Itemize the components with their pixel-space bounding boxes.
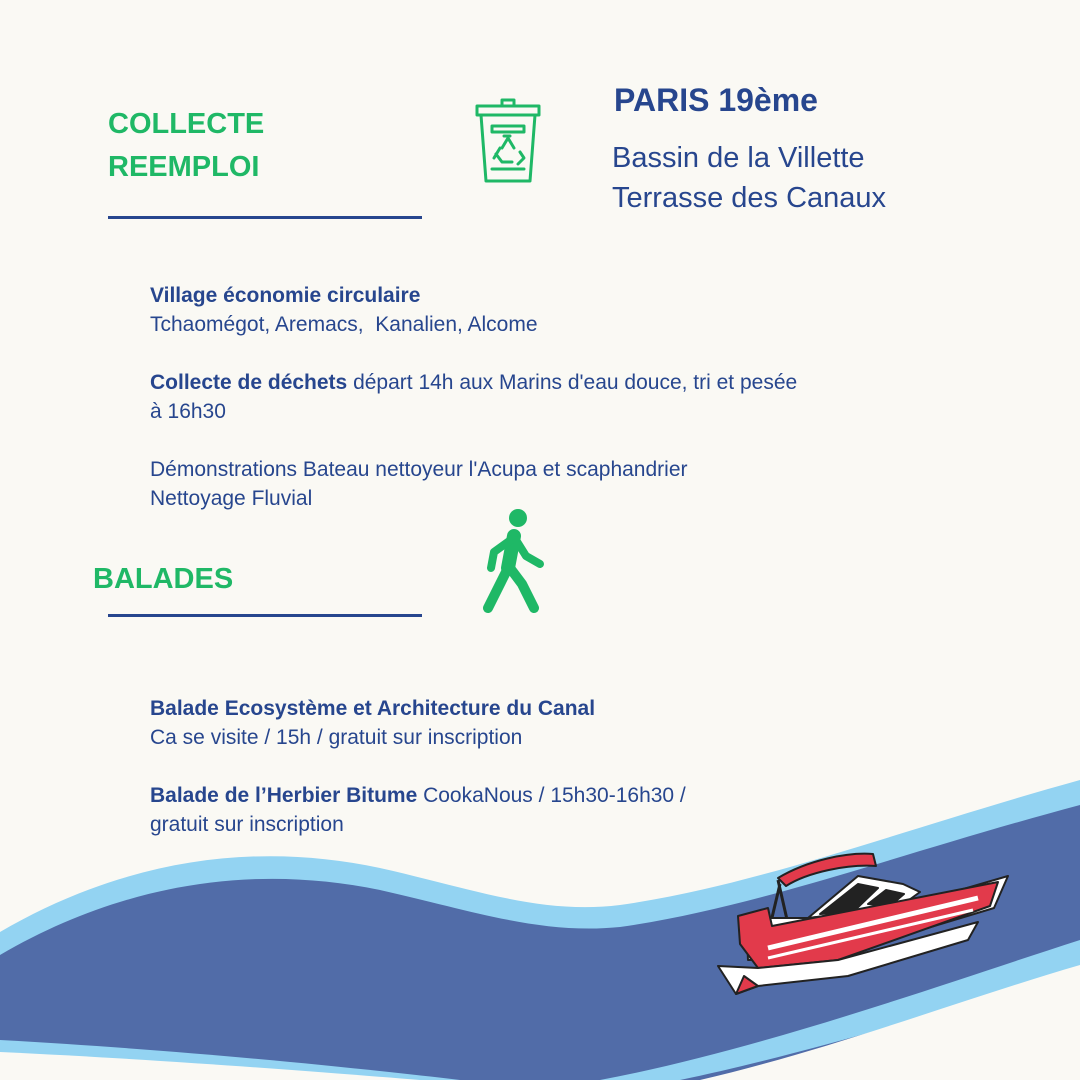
collecte-title-line2: REEMPLOI [108,151,260,183]
balade-herbier-registration: gratuit sur inscription [150,813,344,836]
activity-collecte-title: Collecte de déchets [150,371,348,394]
balade-herbier-title: Balade de l’Herbier Bitume [150,784,418,807]
recycle-bin-icon [472,92,544,184]
activity-village-title: Village économie circulaire [150,284,421,307]
collecte-divider [108,216,422,219]
section-title-balades: BALADES [93,563,234,595]
activity-collecte-time: à 16h30 [150,400,226,423]
activity-demonstrations-line2: Nettoyage Fluvial [150,487,313,510]
balade-ecosysteme [150,694,890,752]
activity-collecte-detail: départ 14h aux Marins d'eau douce, tri et pesée [347,371,798,394]
location-city: PARIS 19ème [614,82,818,118]
activity-demonstrations [150,455,890,513]
balade-ecosysteme-detail: Ca se visite / 15h / gratuit sur inscription [150,726,523,749]
activity-collecte [150,368,890,426]
balades-divider [108,614,422,617]
location-line1: Bassin de la Villette [612,142,865,174]
balade-herbier [150,781,890,839]
collecte-title-line1: COLLECTE [108,108,265,140]
activity-village-detail: Tchaomégot, Aremacs, Kanalien, Alcome [150,313,538,336]
section-title-collecte [108,103,264,189]
balade-ecosysteme-title: Balade Ecosystème et Architecture du Canal [150,697,596,720]
balade-herbier-detail: CookaNous / 15h30-16h30 / [417,784,686,807]
walking-person-icon [478,506,552,618]
speedboat-icon [708,848,1018,998]
activity-demonstrations-line1: Démonstrations Bateau nettoyeur l'Acupa et scaphandrier [150,458,688,481]
location-line2: Terrasse des Canaux [612,182,887,214]
activity-village [150,281,890,339]
